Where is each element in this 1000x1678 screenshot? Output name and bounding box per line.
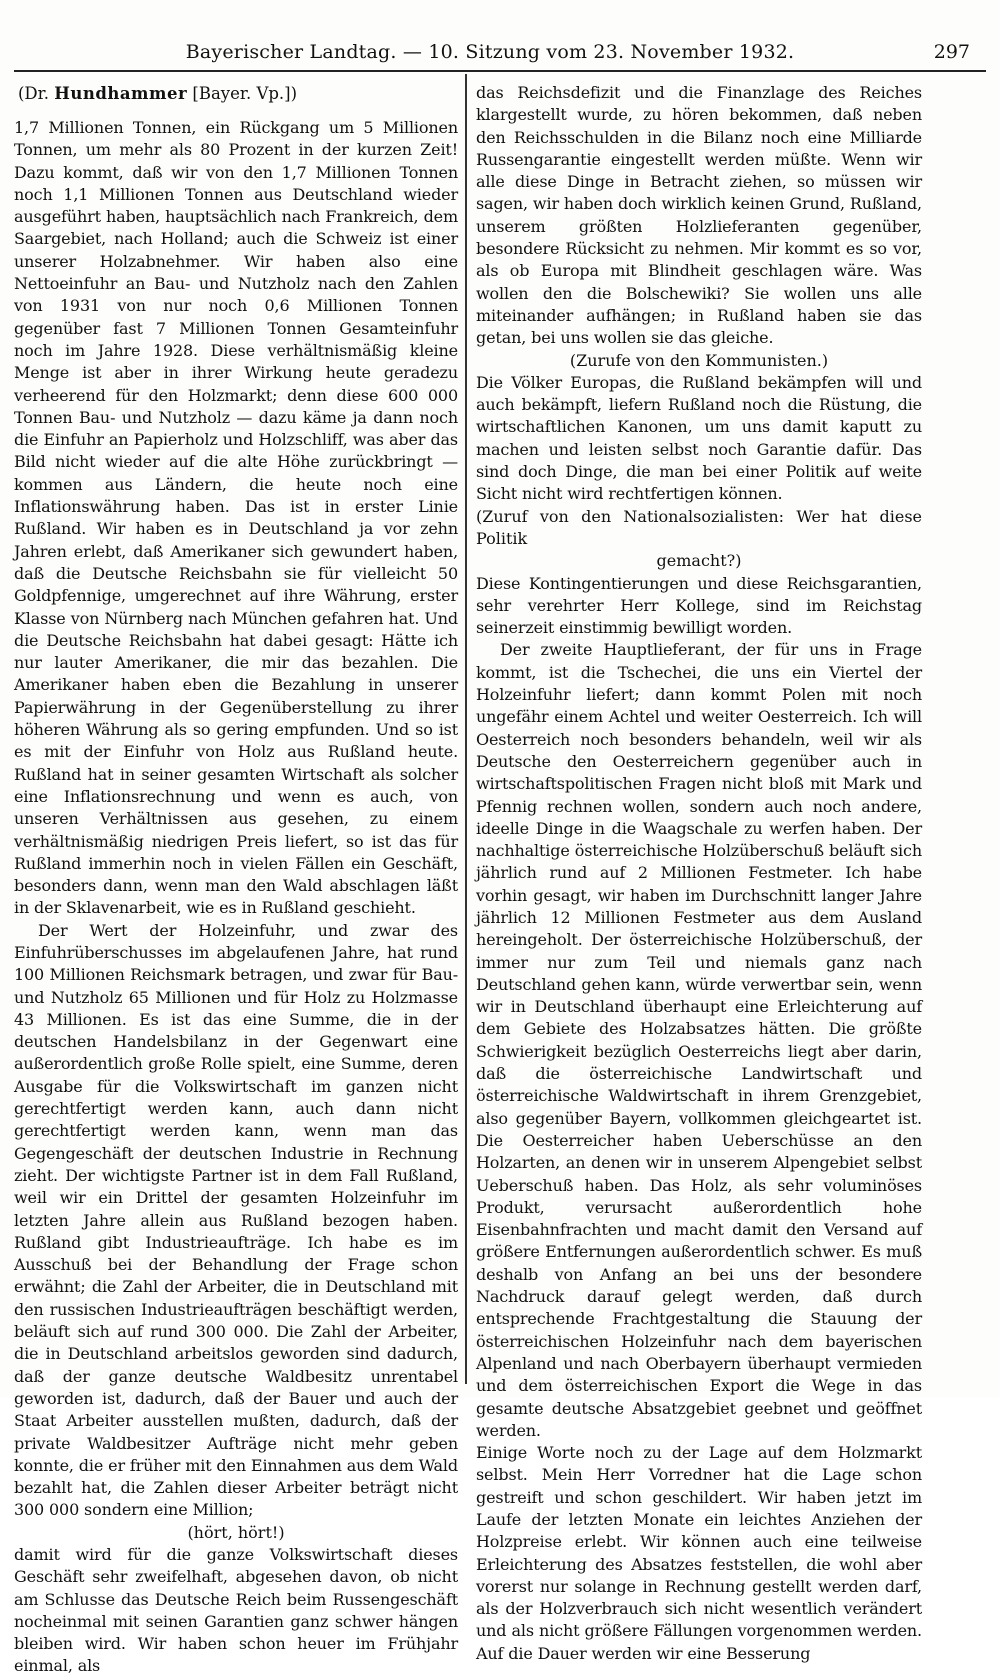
header-rule: [14, 70, 986, 72]
paragraph: Einige Worte noch zu der Lage auf dem Holzmarkt selbst. Mein Herr Vorredner hat die Lage schon gestreift und schon geschildert. Wir haben jetzt im Laufe der letzten Monate ein leichtes Anziehen der Holzpreise erlebt. Wir können auch eine teilweise Erleichterung des Absatzes feststellen, die wohl aber vorerst nur solange in Rechnung gestellt werden darf, als der Holzverbrauch sich nicht wesentlich verändert und als nicht größere Fällungen vorgenommen werden. Auf die Dauer werden wir eine Besserung: [476, 1443, 922, 1663]
page-number: 297: [933, 41, 970, 63]
paragraph: 1,7 Millionen Tonnen, ein Rückgang um 5 Millionen Tonnen, um mehr als 80 Prozent in der kurzen Zeit! Dazu kommt, daß wir von den 1,7 Millionen Tonnen noch 1,1 Millionen Tonnen aus Deutschland wieder ausgeführt haben, hauptsächlich nach Frankreich, dem Saargebiet, nach Holland; auch die Schweiz ist einer unserer Holzabnehmer. Wir haben also eine Nettoeinfuhr an Bau- und Nutzholz nach den Zahlen von 1931 von nur noch 0,6 Millionen Tonnen gegenüber fast 7 Millionen Tonnen Gesamteinfuhr noch im Jahre 1928. Diese verhältnismäßig kleine Menge ist aber in ihrer Wirkung heute geradezu verheerend für den Holzmarkt; denn diese 600 000 Tonnen Bau- und Nutzholz — dazu käme ja dann noch die Einfuhr an Papierholz und Holzschliff, was aber das Bild nicht wieder auf die alte Höhe zurückbringt — kommen aus Ländern, die heute noch eine Inflationswährung haben. Das ist in erster Linie Rußland. Wir haben es in Deutschland ja vor zehn Jahren erlebt, daß Amerikaner sich gewundert haben, daß die Deutsche Reichsbahn sie für vielleicht 50 Goldpfennige, umgerechnet auf ihre Währung, erster Klasse von Nürnberg nach München gefahren hat. Und die Deutsche Reichsbahn hat dabei gesagt: Hätte ich nur lauter Amerikaner, die mir das bezahlen. Die Amerikaner haben eben die Bezahlung in unserer Papierwährung in der Gegenüberstellung zu ihrer höheren Währung als so gering empfunden. Und so ist es mit der Einfuhr von Holz aus Rußland heute. Rußland hat in seiner gesamten Wirtschaft als solcher eine Inflationsrechnung und wenn es auch, von unseren Verhältnissen aus gesehen, zu einem verhältnismäßig niedrigen Preis liefert, so ist das für Rußland immerhin noch in vielen Fällen ein Geschäft, besonders dann, wenn man den Wald abschlagen läßt in der Sklavenarbeit, wie es in Rußland geschieht.: [14, 118, 458, 918]
column-divider: [465, 74, 467, 1384]
running-title: Bayerischer Landtag. — 10. Sitzung vom 23. November 1932.: [185, 41, 795, 63]
speaker-party: [Bayer. Vp.]): [187, 84, 298, 103]
left-column: [14, 82, 458, 1678]
speaker-prefix: (Dr.: [18, 84, 55, 103]
paragraph: Diese Kontingentierungen und diese Reichsgarantien, sehr verehrter Herr Kollege, sind im Reichstag seinerzeit einstimmig bewilligt worden.: [476, 573, 922, 638]
interjection: (hört, hört!): [187, 1522, 285, 1542]
right-column: [476, 82, 922, 1665]
interjection: (Zuruf von den Nationalsozialisten: Wer hat diese Politik: [476, 506, 922, 548]
interjection-continuation: gemacht?): [656, 551, 742, 571]
page-header: [20, 36, 980, 68]
speaker-attribution: [14, 82, 458, 105]
interjection: (Zurufe von den Kommunisten.): [569, 350, 829, 370]
speaker-name: Hundhammer: [54, 84, 188, 103]
paragraph: Die Völker Europas, die Rußland bekämpfen will und auch bekämpft, liefern Rußland noch die Rüstung, die wirtschaftlichen Kanonen, um uns damit kaputt zu machen und leisten selbst noch Garantie dafür. Das sind doch Dinge, die man bei einer Politik auf weite Sicht nicht wird rechtfertigen können.: [476, 372, 922, 504]
paragraph: damit wird für die ganze Volkswirtschaft dieses Geschäft sehr zweifelhaft, abgesehen davon, ob nicht am Schlusse das Deutsche Reich beim Russengeschäft nocheinmal mit seinen Garantien ganz schwer hängen bleiben wird. Wir haben schon heuer im Frühjahr einmal, als: [14, 1545, 458, 1676]
paragraph: Der Wert der Holzeinfuhr, und zwar des Einfuhrüberschusses im abgelaufenen Jahre, hat rund 100 Millionen Reichsmark betragen, und zwar für Bau- und Nutzholz 65 Millionen und für Holz zu Holzmasse 43 Millionen. Es ist das eine Summe, die in der deutschen Handelsbilanz in der Gegenwart eine außerordentlich große Rolle spielt, eine Summe, deren Ausgabe für die Volkswirtschaft im ganzen nicht gerechtfertigt werden kann, auch dann nicht gerechtfertigt werden kann, wenn man das Gegengeschäft der deutschen Industrie in Rechnung zieht. Der wichtigste Partner ist in dem Fall Rußland, weil wir ein Drittel der gesamten Holzeinfuhr im letzten Jahre allein aus Rußland bezogen haben. Rußland gibt Industrieaufträge. Ich habe es im Ausschuß bei der Behandlung der Frage schon erwähnt; die Zahl der Arbeiter, die in Deutschland mit den russischen Industrieaufträgen beschäftigt werden, beläuft sich auf rund 300 000. Die Zahl der Arbeiter, die in Deutschland arbeitslos geworden sind dadurch, daß der ganze deutsche Waldbesitz unrentabel geworden ist, dadurch, daß der Bauer und auch der Staat Arbeiter ausstellen mußten, dadurch, daß der private Waldbesitzer Aufträge nicht mehr geben konnte, die er früher mit den Einnahmen aus dem Wald bezahlt hat, die Zahlen dieser Arbeiter beträgt nicht 300 000 sondern eine Million;: [14, 920, 458, 1520]
paragraph: das Reichsdefizit und die Finanzlage des Reiches klargestellt wurde, zu hören bekommen, daß neben den Reichsschulden in die Bilanz noch eine Milliarde Russengarantie eingestellt werden müßte. Wenn wir alle diese Dinge in Betracht ziehen, so müssen wir sagen, wir haben doch wirklich keinen Grund, Rußland, unserem größten Holzlieferanten gegenüber, besondere Rücksicht zu nehmen. Mir kommt es so vor, als ob Europa mit Blindheit geschlagen wäre. Was wollen den die Bolschewiki? Sie wollen uns alle miteinander aufhängen; in Rußland haben sie das getan, bei uns wollen sie das gleiche.: [476, 83, 922, 348]
paragraph: Der zweite Hauptlieferant, der für uns in Frage kommt, ist die Tschechei, die uns ein Viertel der Holzeinfuhr liefert; dann kommt Polen mit noch ungefähr einem Achtel und weiter Oesterreich. Ich will Oesterreich noch besonders behandeln, weil wir als Deutsche den Oesterreichern gegenüber auch in wirtschaftspolitischen Fragen nicht bloß mit Mark und Pfennig rechnen wollen, sondern auch noch andere, ideelle Dinge in die Waagschale zu werfen haben. Der nachhaltige österreichische Holzüberschuß beläuft sich jährlich rund auf 2 Millionen Festmeter. Ich habe vorhin gesagt, wir haben im Durchschnitt langer Jahre jährlich 12 Millionen Festmeter aus dem Ausland hereingeholt. Der österreichische Holzüberschuß, der immer nur zum Teil und niemals ganz nach Deutschland gehen kann, würde verwertbar sein, wenn wir in Deutschland überhaupt eine Erleichterung auf dem Gebiete des Holzabsatzes hätten. Die größte Schwierigkeit bezüglich Oesterreichs liegt aber darin, daß die österreichische Landwirtschaft und österreichische Waldwirtschaft in ihrem Grenzgebiet, also gegenüber Bayern, vollkommen gleichgeartet ist. Die Oesterreicher haben Ueberschüsse an den Holzarten, an denen wir in unserem Alpengebiet selbst Ueberschuß haben. Das Holz, als sehr voluminöses Produkt, verursacht außerordentlich hohe Eisenbahnfrachten und macht damit den Versand auf größere Entfernungen außerordentlich schwer. Es muß deshalb von Anfang an bei uns der besondere Nachdruck darauf gelegt werden, daß durch entsprechende Frachtgestaltung die Stauung der österreichischen Holzeinfuhr nach dem bayerischen Alpenland und nach Oberbayern überhaupt vermieden und dem österreichischen Export die Wege in das gesamte deutsche Absatzgebiet geebnet und geöffnet werden.: [476, 640, 922, 1440]
